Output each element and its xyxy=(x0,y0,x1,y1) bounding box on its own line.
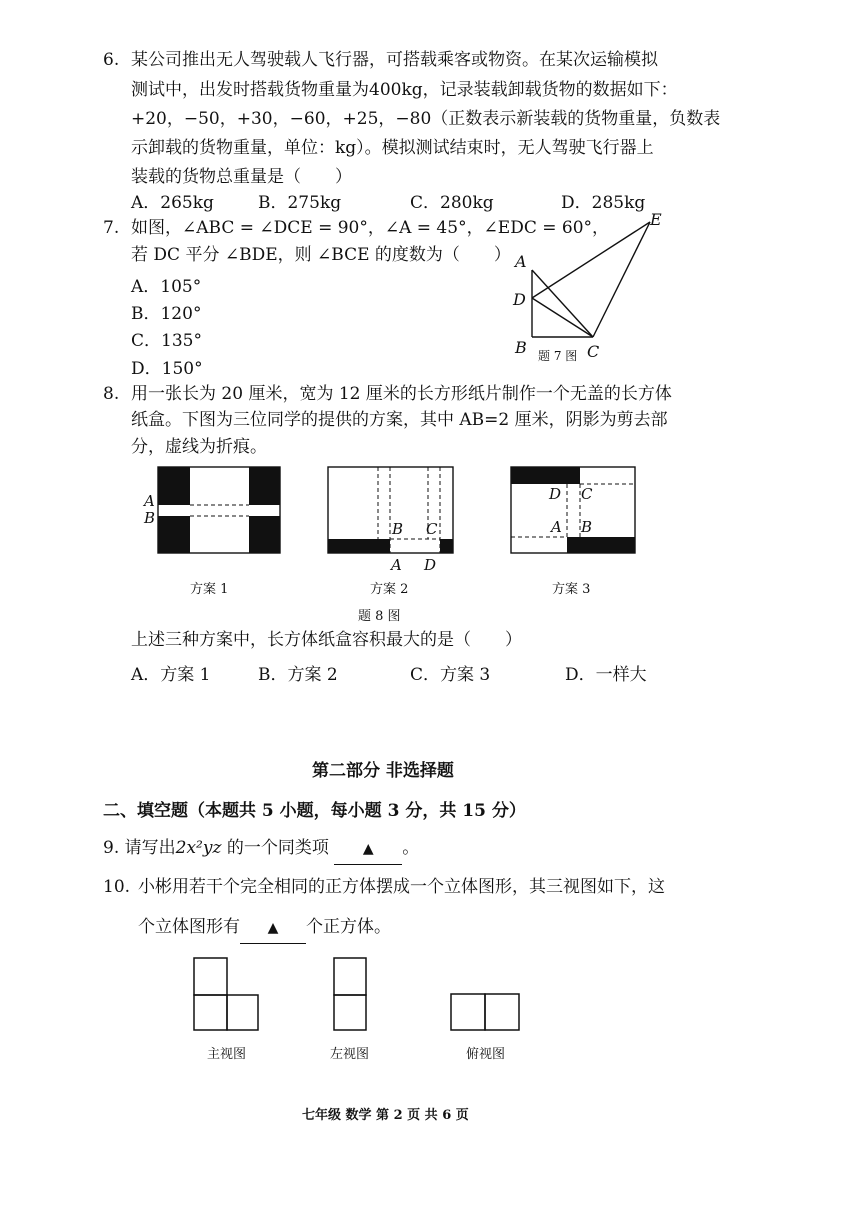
plan1-cut-bottom-right xyxy=(249,516,280,553)
part2-title: 第二部分 非选择题 xyxy=(312,761,454,781)
q8-option-b: B．方案 2 xyxy=(258,665,338,685)
plan2-label-a: A xyxy=(391,556,402,574)
q8-line-1: 用一张长为 20 厘米，宽为 12 厘米的长方形纸片制作一个无盖的长方体 xyxy=(131,384,672,404)
q8-plan-3-figure xyxy=(505,462,640,557)
plan2-cut-bottom-right xyxy=(440,539,453,553)
q7-label-c: C xyxy=(587,342,600,361)
q8-figure-caption: 题 8 图 xyxy=(358,609,401,624)
q6-line-2: 测试中，出发时搭载货物重量为400kg，记录装载卸载货物的数据如下： xyxy=(131,80,678,100)
q10-left-view-caption: 左视图 xyxy=(330,1047,370,1062)
plan2-label-c: C xyxy=(426,520,438,538)
q7-label-b: B xyxy=(515,338,527,357)
q10-answer-blank[interactable]: ▲ xyxy=(240,913,306,944)
q8-option-d: D．一样大 xyxy=(565,665,647,685)
q7-figure xyxy=(505,210,675,370)
q7-option-a: A．105° xyxy=(131,277,202,297)
q7-figure-caption: 题 7 图 xyxy=(538,349,578,363)
q8-line-3: 分，虚线为折痕。 xyxy=(131,437,267,457)
q10-line-2 xyxy=(138,912,391,944)
q8-question: 上述三种方案中，长方体纸盒容积最大的是（ ） xyxy=(131,630,522,650)
q10-front-view-caption: 主视图 xyxy=(207,1047,247,1062)
q10-number: 10. xyxy=(103,877,131,897)
q8-number: 8. xyxy=(103,384,120,404)
plan3-cut-bottom xyxy=(567,537,635,553)
q9-line xyxy=(103,833,419,865)
q10-line-1: 小彬用若干个完全相同的正方体摆成一个立体图形，其三视图如下，这 xyxy=(138,877,665,897)
q8-plan-2-figure xyxy=(320,462,460,572)
q10-line-2-before: 个立体图形有 xyxy=(138,917,240,937)
q6-line-4: 示卸载的货物重量，单位：kg）。模拟测试结束时，无人驾驶飞行器上 xyxy=(131,138,654,158)
q7-number: 7. xyxy=(103,218,120,238)
q6-number: 6. xyxy=(103,50,120,70)
q10-front-view xyxy=(190,955,262,1035)
q7-line-2: 若 DC 平分 ∠BDE，则 ∠BCE 的度数为（ ） xyxy=(131,245,511,265)
plan2-label-b: B xyxy=(392,520,404,538)
q7-label-d: D xyxy=(513,290,526,309)
q7-label-a: A xyxy=(515,252,527,271)
q9-end: 。 xyxy=(402,838,420,858)
plan3-cut-top xyxy=(511,467,580,484)
q9-expression: 2x²yz xyxy=(175,838,222,858)
plan1-caption: 方案 1 xyxy=(190,582,229,597)
q8-option-a: A．方案 1 xyxy=(131,665,211,685)
q9-after: 的一个同类项 xyxy=(221,838,329,858)
q6-line-5: 装载的货物总重量是（ ） xyxy=(131,167,352,187)
q6-line-1: 某公司推出无人驾驶载人飞行器，可搭载乘客或物资。在某次运输模拟 xyxy=(131,50,658,70)
q10-line-2-after: 个正方体。 xyxy=(306,917,391,937)
plan1-label-a: A xyxy=(144,492,155,510)
plan2-label-d: D xyxy=(424,556,437,574)
q10-top-view xyxy=(447,990,523,1035)
q8-line-2: 纸盒。下图为三位同学的提供的方案，其中 AB=2 厘米，阴影为剪去部 xyxy=(131,410,668,430)
plan1-cut-top-right xyxy=(249,467,280,505)
plan1-label-b: B xyxy=(144,509,156,527)
q10-top-view-caption: 俯视图 xyxy=(466,1047,506,1062)
plan2-cut-bottom-left xyxy=(328,539,390,553)
q7-line-1: 如图，∠ABC = ∠DCE = 90°，∠A = 45°，∠EDC = 60°， xyxy=(131,218,610,238)
plan3-caption: 方案 3 xyxy=(552,582,591,597)
plan3-label-d: D xyxy=(549,485,562,503)
q9-answer-blank[interactable]: ▲ xyxy=(334,834,402,865)
q6-option-d: D．285kg xyxy=(561,193,646,213)
q10-left-view xyxy=(330,955,370,1035)
q7-segment-de xyxy=(532,222,650,298)
q6-option-c: C．280kg xyxy=(410,193,494,213)
q8-option-c: C．方案 3 xyxy=(410,665,491,685)
q6-line-3: +20，−50，+30，−60，+25，−80（正数表示新装载的货物重量，负数表 xyxy=(131,109,721,129)
q7-segment-ce xyxy=(593,222,650,337)
plan3-label-b: B xyxy=(581,518,593,536)
q7-option-b: B．120° xyxy=(131,304,202,324)
plan2-caption: 方案 2 xyxy=(370,582,409,597)
plan3-label-a: A xyxy=(551,518,562,536)
q7-option-c: C．135° xyxy=(131,331,202,351)
q9-before: 请写出 xyxy=(124,838,176,858)
plan1-cut-bottom-left xyxy=(158,516,190,553)
q7-option-d: D．150° xyxy=(131,359,203,379)
q8-plan-1-figure xyxy=(140,462,290,557)
page-footer: 七年级 数学 第 2 页 共 6 页 xyxy=(302,1108,469,1123)
plan3-label-c: C xyxy=(581,485,593,503)
q6-option-a: A．265kg xyxy=(131,193,214,213)
q9-number: 9. xyxy=(103,838,120,858)
q7-label-e: E xyxy=(650,210,662,229)
plan1-cut-top-left xyxy=(158,467,190,505)
q6-option-b: B．275kg xyxy=(258,193,342,213)
section2-title: 二、填空题（本题共 5 小题，每小题 3 分，共 15 分） xyxy=(103,801,526,821)
